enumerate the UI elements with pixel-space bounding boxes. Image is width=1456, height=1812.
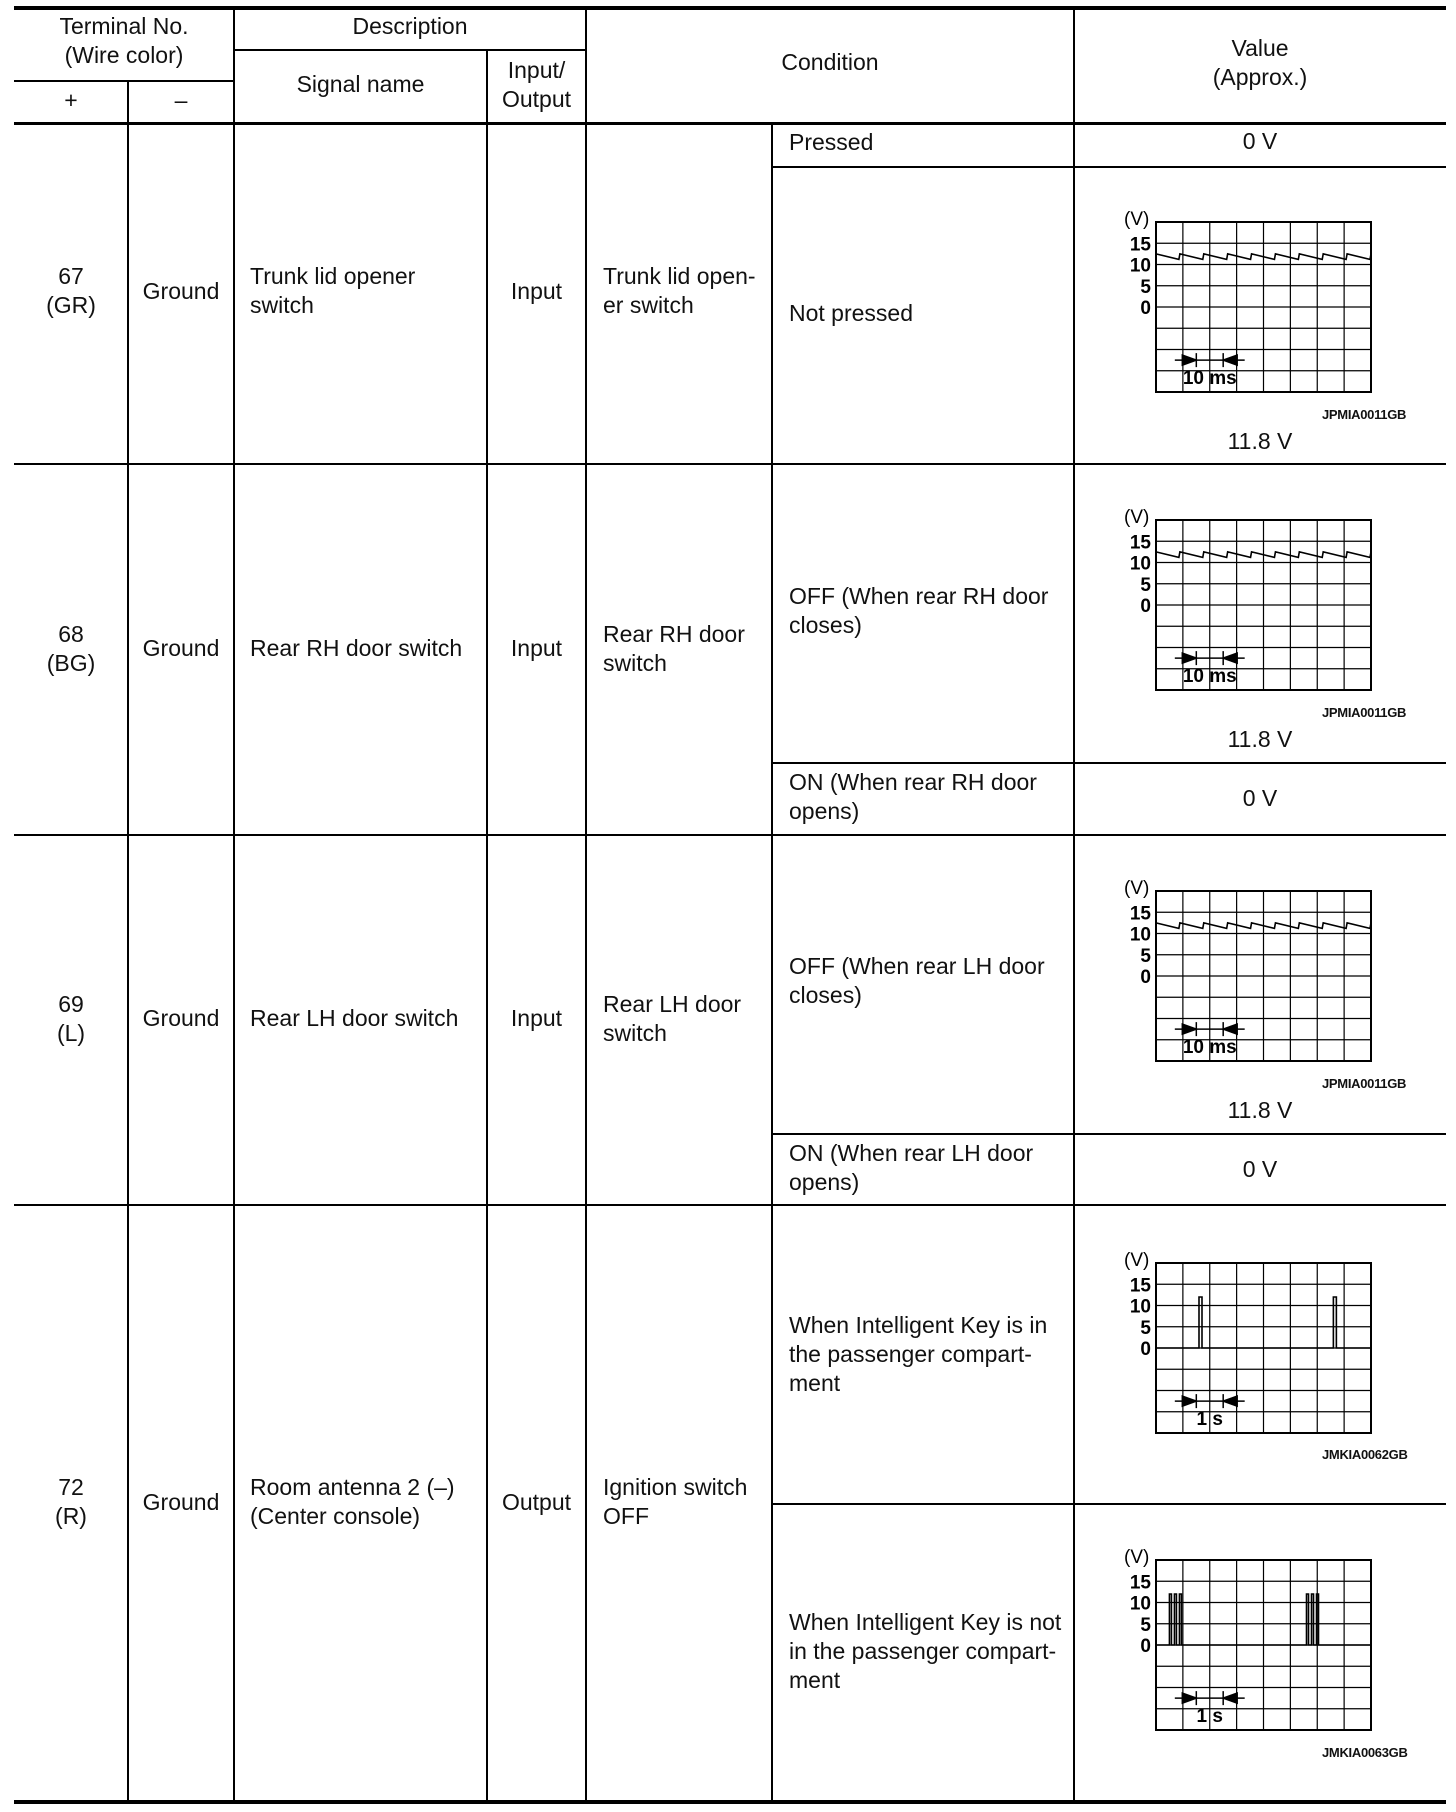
- oscilloscope-waveform: [1116, 208, 1416, 416]
- sub-condition: Not pressed: [789, 300, 914, 326]
- signal-name: Rear LH door switch: [250, 1005, 459, 1031]
- figure-code: JMKIA0062GB: [1322, 1447, 1408, 1462]
- sub-condition: Pressed: [789, 129, 874, 155]
- scope-tick-label: 10: [1129, 553, 1151, 575]
- terminal-number: 67 (GR): [46, 263, 96, 318]
- scope-grid: [1156, 222, 1371, 392]
- terminal-number: 72 (R): [55, 1474, 87, 1529]
- scope-tick-label: 10: [1129, 1296, 1151, 1318]
- scope-unit-label: (V): [1124, 1250, 1150, 1271]
- value: 0 V: [1242, 1156, 1278, 1182]
- sub-condition: ON (When rear RH door opens): [789, 769, 1037, 824]
- scope-unit-label: (V): [1124, 878, 1150, 899]
- scope-unit-label: (V): [1124, 1547, 1150, 1568]
- subrow-line: [772, 1503, 1446, 1505]
- scope-tick-label: 10: [1129, 1593, 1151, 1615]
- figure-code: JPMIA0011GB: [1322, 407, 1407, 422]
- scope-svg: [1116, 1249, 1416, 1457]
- col-line: [486, 49, 488, 1802]
- table-bottom-rule: [14, 1800, 1446, 1804]
- header-line: [234, 49, 586, 51]
- oscilloscope-waveform: [1116, 1249, 1416, 1457]
- header-value: Value (Approx.): [1212, 35, 1308, 90]
- sub-condition: OFF (When rear LH door closes): [789, 953, 1045, 1008]
- figure-code: JMKIA0063GB: [1322, 1745, 1408, 1760]
- oscilloscope-waveform: [1116, 506, 1416, 714]
- sub-condition: When Intelligent Key is not in the passenger compart- ment: [789, 1609, 1062, 1693]
- scope-tick-label: 0: [1140, 967, 1151, 988]
- scope-tick-label: 15: [1129, 234, 1151, 256]
- condition: Ignition switch OFF: [603, 1474, 748, 1529]
- scope-svg: [1116, 208, 1416, 416]
- scope-tick-label: 5: [1140, 1614, 1151, 1636]
- sub-condition: OFF (When rear RH door closes): [789, 583, 1049, 638]
- scope-tick-label: 0: [1140, 596, 1151, 617]
- sub-condition: ON (When rear LH door opens): [789, 1140, 1034, 1195]
- scope-unit-label: (V): [1124, 209, 1150, 230]
- ground-terminal: Ground: [142, 635, 220, 661]
- condition: Rear LH door switch: [603, 991, 742, 1046]
- signal-name: Room antenna 2 (–) (Center console): [250, 1474, 455, 1529]
- signal-name: Trunk lid opener switch: [250, 263, 416, 318]
- header-terminal-no: Terminal No. (Wire color): [59, 13, 189, 68]
- scope-tick-label: 15: [1129, 903, 1151, 925]
- scope-time-label: 10 ms: [1182, 368, 1237, 390]
- scope-tick-label: 15: [1129, 1572, 1151, 1594]
- subrow-line: [772, 166, 1446, 168]
- header-description: Description: [352, 13, 468, 39]
- scope-tick-label: 0: [1140, 1339, 1151, 1360]
- row-line: [14, 463, 1446, 465]
- ground-terminal: Ground: [142, 278, 220, 304]
- scope-unit-label: (V): [1124, 507, 1150, 528]
- value: 0 V: [1242, 128, 1278, 154]
- ground-terminal: Ground: [142, 1005, 220, 1031]
- scope-tick-label: 15: [1129, 1275, 1151, 1297]
- ground-terminal: Ground: [142, 1489, 220, 1515]
- condition: Rear RH door switch: [603, 621, 745, 676]
- condition: Trunk lid open- er switch: [603, 263, 756, 318]
- header-line: [14, 80, 234, 82]
- scope-time-label: 10 ms: [1182, 666, 1237, 688]
- input-output: Input: [510, 278, 563, 304]
- header-input-output: Input/ Output: [501, 57, 572, 112]
- col-line: [1073, 8, 1075, 1802]
- input-output: Input: [510, 635, 563, 661]
- oscilloscope-waveform: [1116, 877, 1416, 1085]
- row-line: [14, 1204, 1446, 1206]
- scope-tick-label: 10: [1129, 255, 1151, 277]
- scope-grid: [1156, 520, 1371, 690]
- row-line: [14, 834, 1446, 836]
- scope-time-label: 1 s: [1196, 1706, 1223, 1728]
- subrow-line: [772, 762, 1446, 764]
- signal-name: Rear RH door switch: [250, 635, 463, 661]
- scope-svg: [1116, 877, 1416, 1085]
- table-top-rule: [14, 6, 1446, 10]
- value: 0 V: [1242, 785, 1278, 811]
- value: 11.8 V: [1227, 428, 1293, 454]
- scope-tick-label: 5: [1140, 945, 1151, 967]
- scope-grid: [1156, 891, 1371, 1061]
- oscilloscope-waveform: [1116, 1546, 1416, 1754]
- figure-code: JPMIA0011GB: [1322, 1076, 1407, 1091]
- scope-tick-label: 10: [1129, 924, 1151, 946]
- terminal-number: 69 (L): [56, 991, 86, 1046]
- col-line: [771, 123, 773, 1802]
- scope-tick-label: 0: [1140, 298, 1151, 319]
- value: 11.8 V: [1227, 726, 1293, 752]
- input-output: Input: [510, 1005, 563, 1031]
- header-minus: –: [174, 87, 188, 113]
- scope-tick-label: 0: [1140, 1636, 1151, 1657]
- input-output: Output: [501, 1489, 572, 1515]
- figure-code: JPMIA0011GB: [1322, 705, 1407, 720]
- terminal-number: 68 (BG): [46, 621, 96, 676]
- scope-time-label: 1 s: [1196, 1409, 1223, 1431]
- header-plus: +: [64, 87, 78, 113]
- header-signal-name: Signal name: [296, 71, 425, 97]
- scope-time-label: 10 ms: [1182, 1037, 1237, 1059]
- scope-svg: [1116, 506, 1416, 714]
- header-bottom-rule: [14, 122, 1446, 125]
- scope-tick-label: 15: [1129, 532, 1151, 554]
- scope-svg: [1116, 1546, 1416, 1754]
- scope-tick-label: 5: [1140, 276, 1151, 298]
- value: 11.8 V: [1227, 1097, 1293, 1123]
- header-condition: Condition: [781, 49, 879, 75]
- scope-tick-label: 5: [1140, 1317, 1151, 1339]
- col-line: [127, 80, 129, 1802]
- subrow-line: [772, 1133, 1446, 1135]
- sub-condition: When Intelligent Key is in the passenger compart- ment: [789, 1312, 1048, 1396]
- scope-tick-label: 5: [1140, 574, 1151, 596]
